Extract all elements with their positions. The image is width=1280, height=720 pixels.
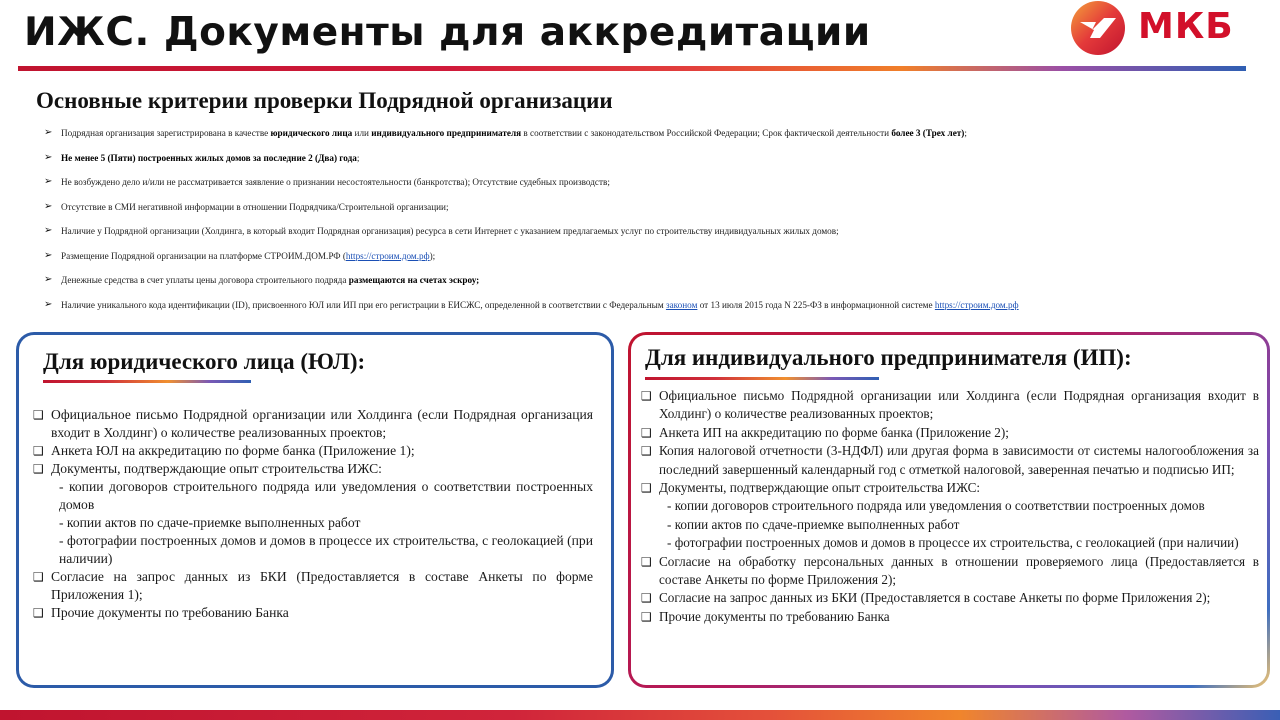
criteria-text: ; bbox=[356, 152, 360, 163]
document-item bbox=[33, 478, 593, 514]
document-item bbox=[641, 553, 1259, 590]
document-item bbox=[33, 442, 593, 460]
document-item-text: - фотографии построенных домов и домов в процессе их строительства, с геолокацией (при наличии) bbox=[59, 533, 593, 566]
footer-band bbox=[0, 710, 1280, 720]
document-item-text: - фотографии построенных домов и домов в процессе их строительства, с геолокацией (при наличии) bbox=[667, 535, 1239, 551]
criteria-text: более 3 (Трех лет) bbox=[891, 128, 965, 138]
criteria-text: юридического лица bbox=[270, 128, 353, 138]
arrow-bullet-icon: ➢ bbox=[44, 274, 53, 285]
checkbox-bullet-icon: ❑ bbox=[33, 606, 44, 620]
criteria-heading: Основные критерии проверки Подрядной организации bbox=[36, 88, 613, 113]
entrepreneur-doc-list bbox=[641, 387, 1259, 626]
criteria-item bbox=[44, 224, 1244, 249]
criteria-link[interactable]: https://строим.дом.рф bbox=[934, 299, 1019, 310]
entrepreneur-underline bbox=[645, 377, 879, 380]
document-item bbox=[33, 514, 593, 532]
page-title: ИЖС. Документы для аккредитации bbox=[24, 10, 871, 55]
logo bbox=[1070, 0, 1270, 58]
criteria-text: Наличие уникального кода идентификации (ID), присвоенного ЮЛ или ИП при его регистрации в ЕИСЖС, определенной в соответствии с Федеральным bbox=[61, 299, 666, 310]
document-item-text: Документы, подтверждающие опыт строительства ИЖС: bbox=[659, 480, 981, 496]
arrow-bullet-icon: ➢ bbox=[44, 225, 53, 236]
criteria-text: в соответствии с законодательством Российской Федерации; Срок фактической деятельности bbox=[521, 128, 892, 138]
document-item-text: Анкета ИП на аккредитацию по форме банка (Приложение 2); bbox=[659, 424, 1009, 440]
arrow-bullet-icon: ➢ bbox=[44, 176, 53, 187]
criteria-list bbox=[44, 126, 1244, 322]
criteria-text: от 13 июля 2015 года N 225-ФЗ в информационной системе bbox=[697, 299, 935, 310]
checkbox-bullet-icon: ❑ bbox=[641, 591, 652, 606]
criteria-link[interactable]: https://строим.дом.рф bbox=[345, 250, 430, 261]
checkbox-bullet-icon: ❑ bbox=[641, 609, 652, 624]
document-item bbox=[641, 424, 1259, 442]
criteria-text: Отсутствие в СМИ негативной информации в отношении Подрядчика/Строительной организации; bbox=[61, 201, 449, 212]
checkbox-bullet-icon: ❑ bbox=[33, 570, 44, 584]
document-item bbox=[641, 497, 1259, 515]
criteria-text: ); bbox=[429, 250, 436, 261]
mkb-logo-icon bbox=[1070, 0, 1126, 56]
criteria-text: Денежные средства в счет уплаты цены договора строительного подряда bbox=[61, 275, 349, 285]
arrow-bullet-icon: ➢ bbox=[44, 151, 53, 163]
header-divider bbox=[18, 66, 1246, 71]
criteria-link[interactable]: законом bbox=[665, 299, 698, 310]
document-item bbox=[641, 589, 1259, 607]
document-item-text: Согласие на запрос данных из БКИ (Предоставляется в составе Анкеты по форме Приложения 2); bbox=[659, 590, 1211, 606]
criteria-text: Подрядная организация зарегистрирована в качестве bbox=[61, 128, 271, 138]
document-item-text: - копии актов по сдаче-приемке выполненных работ bbox=[59, 515, 361, 530]
document-item-text: Копия налоговой отчетности (3-НДФЛ) или другая форма в зависимости от системы налогообложения за последний завершенный календарный год с отметкой налоговой, заверенная печатью и подписью ИП; bbox=[659, 443, 1259, 477]
checkbox-bullet-icon: ❑ bbox=[33, 408, 44, 422]
entrepreneur-panel bbox=[628, 332, 1270, 688]
document-item-text: Официальное письмо Подрядной организации или Холдинга (если Подрядная организация входит в Холдинг) о количестве реализованных проектов; bbox=[51, 407, 593, 440]
criteria-text: Размещение Подрядной организации на платформе СТРОИМ.ДОМ.РФ ( bbox=[61, 250, 346, 261]
document-item bbox=[641, 479, 1259, 497]
document-item bbox=[641, 387, 1259, 424]
document-item bbox=[641, 534, 1259, 552]
criteria-item bbox=[44, 249, 1244, 274]
criteria-item bbox=[44, 151, 1244, 176]
document-item-text: Согласие на запрос данных из БКИ (Предоставляется в составе Анкеты по форме Приложения 1); bbox=[51, 569, 593, 602]
document-item-text: Согласие на обработку персональных данных в отношении проверяемого лица (Предоставляется в составе Анкеты по форме Приложения 2); bbox=[659, 553, 1259, 588]
criteria-text: или bbox=[352, 128, 372, 138]
arrow-bullet-icon: ➢ bbox=[44, 200, 53, 212]
document-item-text: - копии актов по сдаче-приемке выполненных работ bbox=[667, 516, 960, 532]
legal-entity-doc-list bbox=[33, 406, 593, 622]
document-item bbox=[641, 442, 1259, 479]
document-item-text: Анкета ЮЛ на аккредитацию по форме банка (Приложение 1); bbox=[51, 443, 415, 458]
criteria-item bbox=[44, 126, 1244, 151]
document-item bbox=[33, 406, 593, 442]
document-item-text: - копии договоров строительного подряда или уведомления о соответствии построенных домов bbox=[59, 479, 593, 512]
logo-text: МКБ bbox=[1138, 6, 1234, 47]
document-item-text: - копии договоров строительного подряда или уведомления о соответствии построенных домов bbox=[667, 498, 1205, 514]
legal-entity-panel bbox=[16, 332, 614, 688]
criteria-item bbox=[44, 175, 1244, 200]
checkbox-bullet-icon: ❑ bbox=[641, 481, 652, 496]
criteria-item bbox=[44, 273, 1244, 298]
document-item bbox=[641, 608, 1259, 626]
legal-entity-title: Для юридического лица (ЮЛ): bbox=[43, 349, 366, 374]
checkbox-bullet-icon: ❑ bbox=[641, 389, 652, 403]
document-item-text: Прочие документы по требованию Банка bbox=[51, 605, 289, 620]
document-item bbox=[33, 532, 593, 568]
checkbox-bullet-icon: ❑ bbox=[641, 554, 652, 569]
document-item-text: Документы, подтверждающие опыт строительства ИЖС: bbox=[51, 461, 382, 476]
arrow-bullet-icon: ➢ bbox=[44, 127, 53, 138]
document-item bbox=[641, 516, 1259, 534]
arrow-bullet-icon: ➢ bbox=[44, 298, 53, 310]
criteria-text: индивидуального предпринимателя bbox=[371, 128, 522, 138]
entrepreneur-title: Для индивидуального предпринимателя (ИП): bbox=[645, 345, 1132, 370]
criteria-text: размещаются на счетах эскроу; bbox=[348, 275, 480, 285]
criteria-text: Наличие у Подрядной организации (Холдинга, в который входит Подрядная организация) ресурса в сети Интернет с указанием предлагаемых услуг по строительству индивидуальных жилых домов; bbox=[61, 226, 839, 236]
checkbox-bullet-icon: ❑ bbox=[641, 425, 652, 440]
document-item-text: Прочие документы по требованию Банка bbox=[659, 608, 890, 624]
criteria-item bbox=[44, 298, 1244, 323]
criteria-text: Не менее 5 (Пяти) построенных жилых домов за последние 2 (Два) года bbox=[61, 152, 357, 163]
checkbox-bullet-icon: ❑ bbox=[641, 444, 652, 459]
document-item bbox=[33, 460, 593, 478]
document-item bbox=[33, 604, 593, 622]
checkbox-bullet-icon: ❑ bbox=[33, 444, 44, 458]
legal-entity-underline bbox=[43, 380, 251, 383]
document-item bbox=[33, 568, 593, 604]
arrow-bullet-icon: ➢ bbox=[44, 249, 53, 261]
checkbox-bullet-icon: ❑ bbox=[33, 462, 44, 476]
criteria-text: ; bbox=[964, 128, 967, 138]
document-item-text: Официальное письмо Подрядной организации или Холдинга (если Подрядная организация входит в Холдинг) о количестве реализованных проектов; bbox=[659, 388, 1259, 422]
criteria-item bbox=[44, 200, 1244, 225]
criteria-text: Не возбуждено дело и/или не рассматривается заявление о признании несостоятельности (банкротства); Отсутствие судебных производств; bbox=[61, 177, 610, 187]
